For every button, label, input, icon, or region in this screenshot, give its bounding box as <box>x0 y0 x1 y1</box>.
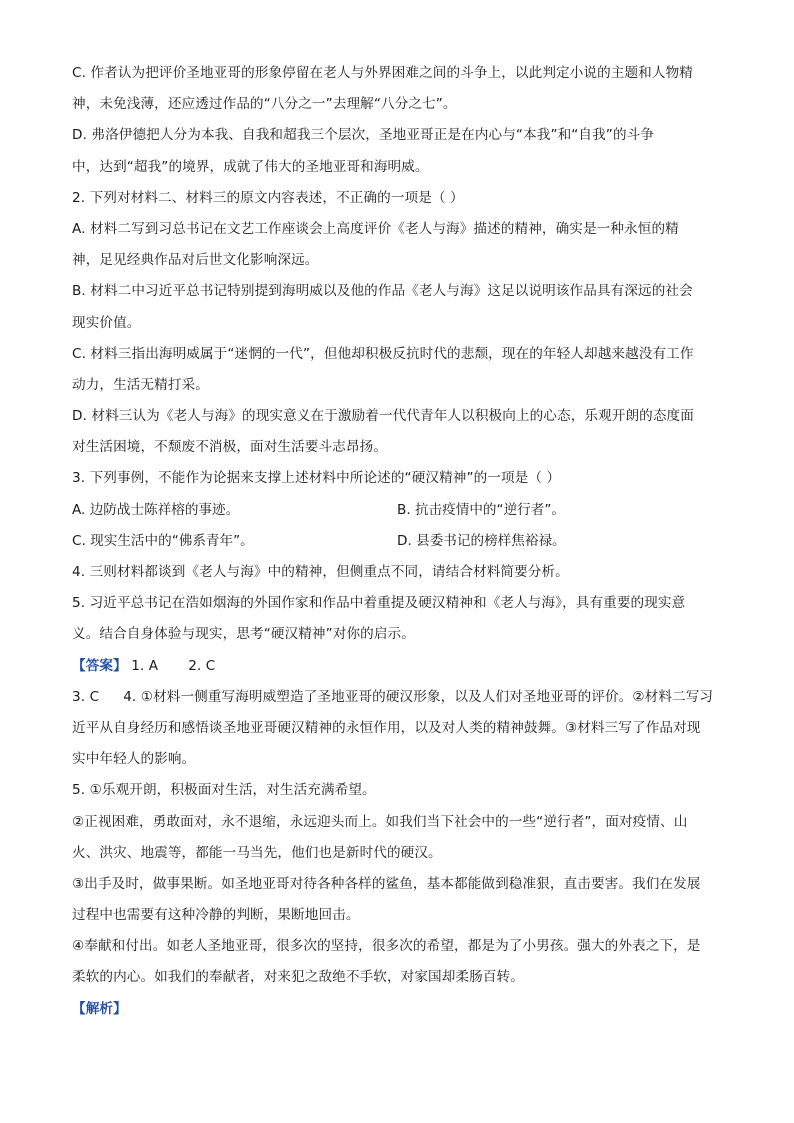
text-line: 义。结合自身体验与现实，思考“硬汉精神”对你的启示。 <box>72 626 415 643</box>
text-line: 中，达到“超我”的境界，成就了伟大的圣地亚哥和海明威。 <box>72 158 429 175</box>
analysis-tag: 【解析】 <box>72 1000 127 1017</box>
document-page <box>72 58 724 1025</box>
text-line: A. 材料二写到习总书记在文艺工作座谈会上高度评价《老人与海》描述的精神，确实是一种永恒的精 <box>72 220 679 237</box>
text-line: C. 材料三指出海明威属于“迷惘的一代”，但他却积极反抗时代的悲颓，现在的年轻人却越来越没有工作 <box>72 345 694 362</box>
text-line: B. 材料二中习近平总书记特别提到海明威以及他的作品《老人与海》这足以说明该作品具有深远的社会 <box>72 283 693 300</box>
text-line: 火、洪灾、地震等，都能一马当先，他们也是新时代的硬汉。 <box>72 844 442 861</box>
text-line: ③出手及时，做事果断。如圣地亚哥对待各种各样的鲨鱼，基本都能做到稳准狠，直击要害。我们在发展 <box>72 875 701 892</box>
options-row <box>72 526 724 557</box>
text-line: 实中年轻人的影响。 <box>72 751 196 768</box>
option-d: D. 县委书记的榜样焦裕禄。 <box>397 532 566 549</box>
text-line: ④奉献和付出。如老人圣地亚哥，很多次的坚持，很多次的希望，都是为了小男孩。强大的外表之下，是 <box>72 938 701 955</box>
answer-q2: 2. C <box>188 657 216 674</box>
analysis-line <box>72 994 724 1025</box>
text-line: 神，足见经典作品对后世文化影响深远。 <box>72 252 319 269</box>
answer-line <box>72 682 724 713</box>
option-a: A. 边防战士陈祥榕的事迹。 <box>72 501 240 518</box>
answer-q4: 4. ①材料一侧重写海明威塑造了圣地亚哥的硬汉形象，以及人们对圣地亚哥的评价。②材料二写习 <box>123 688 714 705</box>
answer-q3: 3. C <box>72 688 100 705</box>
text-line: 现实价值。 <box>72 314 141 331</box>
options-row <box>72 495 724 526</box>
question-5: 5. 习近平总书记在浩如烟海的外国作家和作品中着重提及硬汉精神和《老人与海》，具有重要的现实意 <box>72 595 686 612</box>
text-line: 过程中也需要有这种冷静的判断，果断地回击。 <box>72 907 360 924</box>
text-line: 柔软的内心。如我们的奉献者，对来犯之敌绝不手软，对家国却柔肠百转。 <box>72 969 524 986</box>
answer-line <box>72 651 724 682</box>
answer-tag: 【答案】 <box>72 657 127 674</box>
question-4: 4. 三则材料都谈到《老人与海》中的精神，但侧重点不同，请结合材料简要分析。 <box>72 564 569 580</box>
text-line: 神，未免浅薄，还应透过作品的“八分之一”去理解“八分之七”。 <box>72 96 457 113</box>
text-line: 近平从自身经历和感悟谈圣地亚哥硬汉精神的永恒作用，以及对人类的精神鼓舞。③材料三写了作品对现 <box>72 719 701 736</box>
text-line: 动力，生活无精打采。 <box>72 376 209 393</box>
text-line: D. 弗洛伊德把人分为本我、自我和超我三个层次，圣地亚哥正是在内心与“本我”和“自我”的斗争 <box>72 127 655 144</box>
option-b: B. 抗击疫情中的“逆行者”。 <box>397 501 565 518</box>
text-line: 对生活困境，不颓废不消极，面对生活要斗志昂扬。 <box>72 439 387 456</box>
option-c: C. 现实生活中的“佛系青年”。 <box>72 532 254 549</box>
text-line: D. 材料三认为《老人与海》的现实意义在于激励着一代代青年人以积极向上的心态，乐观开朗的态度面 <box>72 408 694 425</box>
text-line: ②正视困难，勇敢面对，永不退缩，永远迎头而上。如我们当下社会中的一些“逆行者”，面对疫情、山 <box>72 813 688 830</box>
question-2: 2. 下列对材料二、材料三的原文内容表述，不正确的一项是（ ） <box>72 189 464 206</box>
answer-q5: 5. ①乐观开朗，积极面对生活，对生活充满希望。 <box>72 782 376 799</box>
question-3: 3. 下列事例，不能作为论据来支撑上述材料中所论述的“硬汉精神”的一项是（ ） <box>72 470 561 487</box>
answer-q1: 1. A <box>131 657 159 674</box>
text-line: C. 作者认为把评价圣地亚哥的形象停留在老人与外界困难之间的斗争上，以此判定小说的主题和人物精 <box>72 65 693 81</box>
